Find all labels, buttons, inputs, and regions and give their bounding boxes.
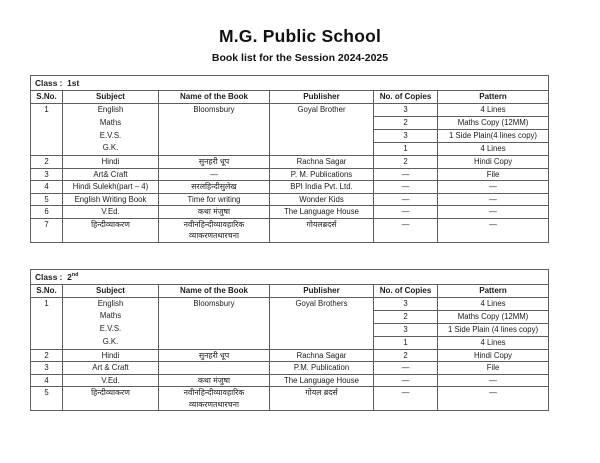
book-name-line: — xyxy=(210,169,218,179)
cell-publisher: The Language House xyxy=(270,206,374,219)
cell-pattern: Hindi Copy xyxy=(438,156,549,169)
cell-subject xyxy=(63,168,159,181)
subject-line: Art & Craft xyxy=(92,363,129,372)
cell-subject xyxy=(63,362,159,375)
book-name-line: नवीनहिन्दीव्यावहारिक xyxy=(183,219,245,229)
subject-line: Hindi xyxy=(101,350,120,360)
book-name-line: कथा मंजुषा xyxy=(197,375,231,385)
cell-copies: 1 xyxy=(374,143,438,156)
column-header: Pattern xyxy=(438,91,549,104)
cell-serial-number: 7 xyxy=(31,218,63,242)
cell-pattern: File xyxy=(438,362,549,375)
cell-serial-number: 3 xyxy=(31,362,63,375)
book-name-line: व्याकरणतथारचना xyxy=(189,399,239,409)
cell-book-name xyxy=(159,387,270,411)
book-name-line: व्याकरणतथारचना xyxy=(189,231,239,240)
table-row xyxy=(31,218,549,242)
column-header: Subject xyxy=(63,284,159,297)
book-name-line: नवीनहिन्दीव्यावहारिक xyxy=(183,388,245,397)
class-label-prefix: Class : xyxy=(35,78,68,88)
subject-line: V.Ed. xyxy=(101,375,120,385)
subject-line: English xyxy=(97,298,124,308)
cell-copies: — xyxy=(374,193,438,206)
column-header: S.No. xyxy=(31,284,63,297)
cell-publisher: Wonder Kids xyxy=(270,193,374,206)
cell-book-name xyxy=(159,181,270,194)
book-name-line: Time for writing xyxy=(187,194,241,204)
column-header: Name of the Book xyxy=(159,91,270,104)
book-name-line: कथा मंजुषा xyxy=(197,207,231,216)
cell-subject xyxy=(63,156,159,169)
subject-line: English Writing Book xyxy=(74,194,147,204)
column-header: No. of Copies xyxy=(374,91,438,104)
class-2nd-booklist-table xyxy=(30,269,549,412)
cell-copies: — xyxy=(374,168,438,181)
cell-publisher: BPI India Pvt. Ltd. xyxy=(270,181,374,194)
cell-copies: 2 xyxy=(374,117,438,130)
cell-pattern: 1 Side Plain(4 lines copy) xyxy=(438,130,549,143)
subject-line: Art& Craft xyxy=(93,169,128,179)
class-label xyxy=(31,269,549,284)
cell-publisher: गोयलब्रदर्स xyxy=(270,218,374,242)
cell-publisher: Rachna Sagar xyxy=(270,156,374,169)
cell-book-name xyxy=(159,349,270,362)
cell-publisher: गोयल ब्रदर्स xyxy=(270,387,374,411)
cell-serial-number: 1 xyxy=(31,297,63,349)
cell-serial-number: 2 xyxy=(31,156,63,169)
cell-publisher: P. M. Publications xyxy=(270,168,374,181)
column-header: Subject xyxy=(63,91,159,104)
cell-book-name xyxy=(159,193,270,206)
book-name-line: सरलहिन्दीसुलेख xyxy=(191,182,237,191)
cell-subject xyxy=(63,206,159,219)
cell-copies: — xyxy=(374,181,438,194)
subject-line: G.K. xyxy=(102,143,119,153)
cell-serial-number: 4 xyxy=(31,181,63,194)
cell-copies: — xyxy=(374,374,438,387)
subject-line: E.V.S. xyxy=(99,324,122,333)
table-row xyxy=(31,206,549,219)
subject-line: E.V.S. xyxy=(99,130,122,140)
cell-publisher: Goyal Brother xyxy=(270,104,374,156)
cell-pattern: — xyxy=(438,206,549,219)
column-header: S.No. xyxy=(31,91,63,104)
class-1st-booklist-table xyxy=(30,75,549,243)
table-row xyxy=(31,297,549,310)
class-label-value: 2 xyxy=(67,271,72,282)
cell-book-name xyxy=(159,104,270,156)
cell-copies: — xyxy=(374,206,438,219)
cell-publisher: P.M. Publication xyxy=(270,362,374,375)
cell-copies: 3 xyxy=(374,104,438,117)
cell-copies: 2 xyxy=(374,349,438,362)
subject-line: English xyxy=(97,105,124,114)
table-row xyxy=(31,193,549,206)
cell-copies: — xyxy=(374,218,438,242)
cell-serial-number: 5 xyxy=(31,387,63,411)
cell-pattern: Maths Copy (12MM) xyxy=(438,117,549,130)
table-row xyxy=(31,181,549,194)
cell-copies: 2 xyxy=(374,310,438,323)
subject-line: V.Ed. xyxy=(101,207,120,216)
cell-pattern: — xyxy=(438,374,549,387)
cell-subject xyxy=(63,104,159,156)
book-name-line: Bloomsbury xyxy=(193,105,235,114)
cell-book-name xyxy=(159,297,270,349)
class-label xyxy=(31,76,549,91)
cell-serial-number: 4 xyxy=(31,374,63,387)
cell-subject xyxy=(63,297,159,349)
table-row xyxy=(31,168,549,181)
subject-line: हिन्दीव्याकरण xyxy=(91,388,130,397)
cell-copies: 3 xyxy=(374,323,438,336)
table-row xyxy=(31,104,549,117)
cell-pattern: — xyxy=(438,387,549,411)
cell-publisher: Goyal Brothers xyxy=(270,297,374,349)
cell-book-name xyxy=(159,218,270,242)
subject-line: Hindi xyxy=(101,157,120,166)
cell-pattern: — xyxy=(438,181,549,194)
class-label-row xyxy=(31,269,549,284)
subject-line: Maths xyxy=(99,311,122,321)
cell-book-name xyxy=(159,168,270,181)
cell-pattern: 4 Lines xyxy=(438,143,549,156)
class-label-row xyxy=(31,76,549,91)
cell-subject xyxy=(63,387,159,411)
subject-line: Maths xyxy=(99,117,122,127)
class-label-ordinal-suffix: nd xyxy=(71,271,79,278)
cell-serial-number: 3 xyxy=(31,168,63,181)
table-row xyxy=(31,387,549,411)
cell-pattern: File xyxy=(438,168,549,181)
cell-pattern: Hindi Copy xyxy=(438,349,549,362)
column-header: Name of the Book xyxy=(159,284,270,297)
column-header: Publisher xyxy=(270,284,374,297)
cell-pattern: 4 Lines xyxy=(438,336,549,349)
cell-pattern: Maths Copy (12MM) xyxy=(438,310,549,323)
class-label-prefix: Class : xyxy=(35,271,68,282)
table-row xyxy=(31,349,549,362)
class-label-value: 1st xyxy=(67,78,80,88)
cell-copies: 3 xyxy=(374,297,438,310)
cell-pattern: — xyxy=(438,193,549,206)
cell-publisher: Rachna Sagar xyxy=(270,349,374,362)
subject-line: हिन्दीव्याकरण xyxy=(91,219,130,229)
cell-pattern: 1 Side Plain (4 lines copy) xyxy=(438,323,549,336)
cell-pattern: 4 Lines xyxy=(438,297,549,310)
cell-book-name xyxy=(159,374,270,387)
page-subtitle: Book list for the Session 2024-2025 xyxy=(211,52,389,64)
book-name-line: सुनहरी धूप xyxy=(198,350,230,360)
column-header-row xyxy=(31,91,549,104)
cell-subject xyxy=(63,349,159,362)
cell-copies: 2 xyxy=(374,156,438,169)
subject-line: Hindi Sulekh(part – 4) xyxy=(72,182,149,191)
cell-pattern: — xyxy=(438,218,549,242)
cell-pattern: 4 Lines xyxy=(438,104,549,117)
column-header: Pattern xyxy=(438,284,549,297)
column-header: Publisher xyxy=(270,91,374,104)
table-row xyxy=(31,362,549,375)
cell-copies: — xyxy=(374,362,438,375)
cell-publisher: The Language House xyxy=(270,374,374,387)
book-name-line: Bloomsbury xyxy=(193,298,235,308)
cell-serial-number: 2 xyxy=(31,349,63,362)
book-name-line: सुनहरी धूप xyxy=(198,157,230,166)
cell-serial-number: 6 xyxy=(31,206,63,219)
table-row xyxy=(31,156,549,169)
cell-copies: 1 xyxy=(374,336,438,349)
cell-subject xyxy=(63,193,159,206)
column-header: No. of Copies xyxy=(374,284,438,297)
column-header-row xyxy=(31,284,549,297)
cell-subject xyxy=(63,374,159,387)
subject-line: G.K. xyxy=(102,336,119,346)
cell-serial-number: 5 xyxy=(31,193,63,206)
cell-book-name xyxy=(159,362,270,375)
cell-subject xyxy=(63,218,159,242)
table-row xyxy=(31,374,549,387)
cell-serial-number: 1 xyxy=(31,104,63,156)
page-title: M.G. Public School xyxy=(218,26,382,46)
cell-book-name xyxy=(159,156,270,169)
cell-copies: — xyxy=(374,387,438,411)
cell-book-name xyxy=(159,206,270,219)
cell-copies: 3 xyxy=(374,130,438,143)
cell-subject xyxy=(63,181,159,194)
